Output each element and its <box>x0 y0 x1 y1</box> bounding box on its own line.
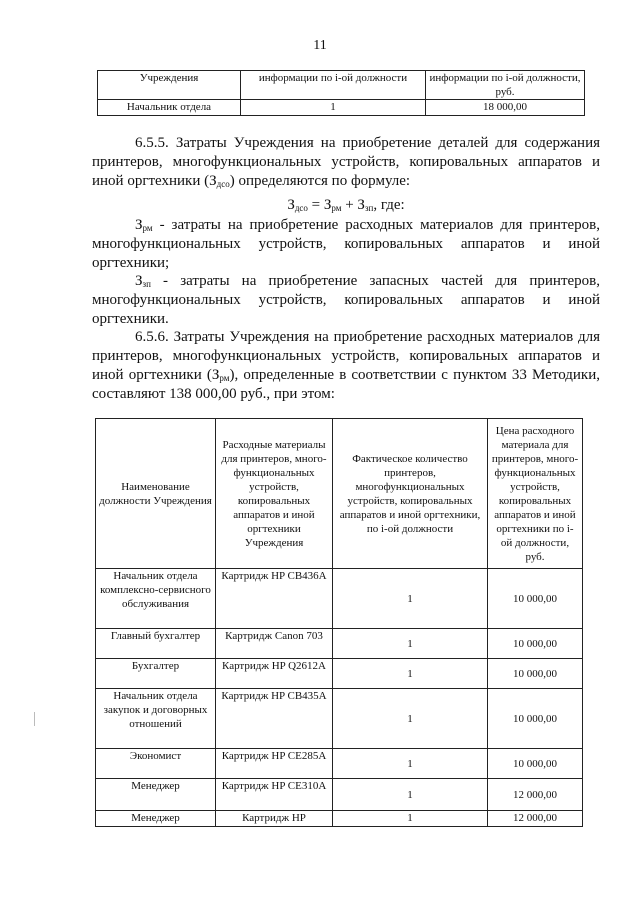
price-cell: 10 000,00 <box>488 569 583 629</box>
table-row <box>96 811 583 827</box>
position-cell: Начальник отдела закупок и договорных отношений <box>96 689 216 749</box>
position-cell: Начальник отдела комплексно-сервисного обслуживания <box>96 569 216 629</box>
position-cell: Менеджер <box>96 779 216 811</box>
price-cell: 10 000,00 <box>488 659 583 689</box>
scan-mark <box>34 712 35 726</box>
position-cell: Главный бухгалтер <box>96 629 216 659</box>
table1-cell: Начальник отдела <box>98 100 241 116</box>
table-row <box>96 779 583 811</box>
definition-zp: $З_{зп}$ - затраты на приобретение запасных частей для принтеров, многофункциональных устройств, копировальных аппаратов и иной оргтехники. <box>92 273 600 327</box>
material-cell: Картридж HP <box>216 811 333 827</box>
material-cell: Картридж HP CE310A <box>216 779 333 811</box>
table1-cell: 1 <box>241 100 426 116</box>
table-row <box>96 689 583 749</box>
table1-cell: 18 000,00 <box>426 100 585 116</box>
page-number: 11 <box>313 38 327 53</box>
paragraph-6-5-6: 6.5.6. Затраты Учреждения на приобретение расходных материалов для принтеров, многофункциональных устройств, копировальных аппаратов и иной оргтехники $(З_{рм})$, определенные в соответствии с пунктом 33 Методики, составляют 138 000,00 руб., при этом: <box>92 329 600 402</box>
qty-cell: 1 <box>333 689 488 749</box>
definition-rm: $З_{рм}$ - затраты на приобретение расходных материалов для принтеров, многофункциональных устройств, копировальных аппаратов и иной оргтехники; <box>92 217 600 271</box>
paragraph-6-5-5: 6.5.5. Затраты Учреждения на приобретение деталей для содержания принтеров, многофункциональных устройств, копировальных аппаратов и иной оргтехники $(З_{дсо})$ определяются по формуле: <box>92 135 600 189</box>
table-row <box>96 629 583 659</box>
table1-header-cell: информации по i-ой должности, руб. <box>426 71 585 100</box>
price-cell: 12 000,00 <box>488 779 583 811</box>
material-cell: Картридж HP Q2612A <box>216 659 333 689</box>
price-cell: 12 000,00 <box>488 811 583 827</box>
material-cell: Картридж Canon 703 <box>216 629 333 659</box>
qty-cell: 1 <box>333 749 488 779</box>
qty-cell: 1 <box>333 569 488 629</box>
table2-header-cell: Цена расходного материала для принтеров, много-функциональных устройств, копировальных аппаратов и иной оргтехники по i-ой должности, руб. <box>488 419 583 569</box>
material-cell: Картридж HP CB435A <box>216 689 333 749</box>
formula: $З_{дсо} = З_{рм} + З_{зп}$, где: <box>287 197 405 213</box>
material-cell: Картридж HP CB436A <box>216 569 333 629</box>
qty-cell: 1 <box>333 779 488 811</box>
position-cell: Экономист <box>96 749 216 779</box>
qty-cell: 1 <box>333 659 488 689</box>
table-row <box>96 749 583 779</box>
price-cell: 10 000,00 <box>488 689 583 749</box>
position-cell: Менеджер <box>96 811 216 827</box>
qty-cell: 1 <box>333 811 488 827</box>
materials-table <box>95 418 583 827</box>
position-cell: Бухгалтер <box>96 659 216 689</box>
table-row <box>96 569 583 629</box>
table-row <box>96 659 583 689</box>
table2-header-cell: Расходные материалы для принтеров, много-функциональных устройств, копировальных аппаратов и иной оргтехники Учреждения <box>216 419 333 569</box>
table2-header-cell: Наименование должности Учреждения <box>96 419 216 569</box>
table1-header-cell: Учреждения <box>98 71 241 100</box>
material-cell: Картридж HP CE285A <box>216 749 333 779</box>
price-cell: 10 000,00 <box>488 629 583 659</box>
table1-header-cell: информации по i-ой должности <box>241 71 426 100</box>
price-cell: 10 000,00 <box>488 749 583 779</box>
table-continued <box>97 70 585 116</box>
qty-cell: 1 <box>333 629 488 659</box>
table2-header-cell: Фактическое количество принтеров, многофункциональных устройств, копировальных аппаратов и иной оргтехники, по i-ой должности <box>333 419 488 569</box>
